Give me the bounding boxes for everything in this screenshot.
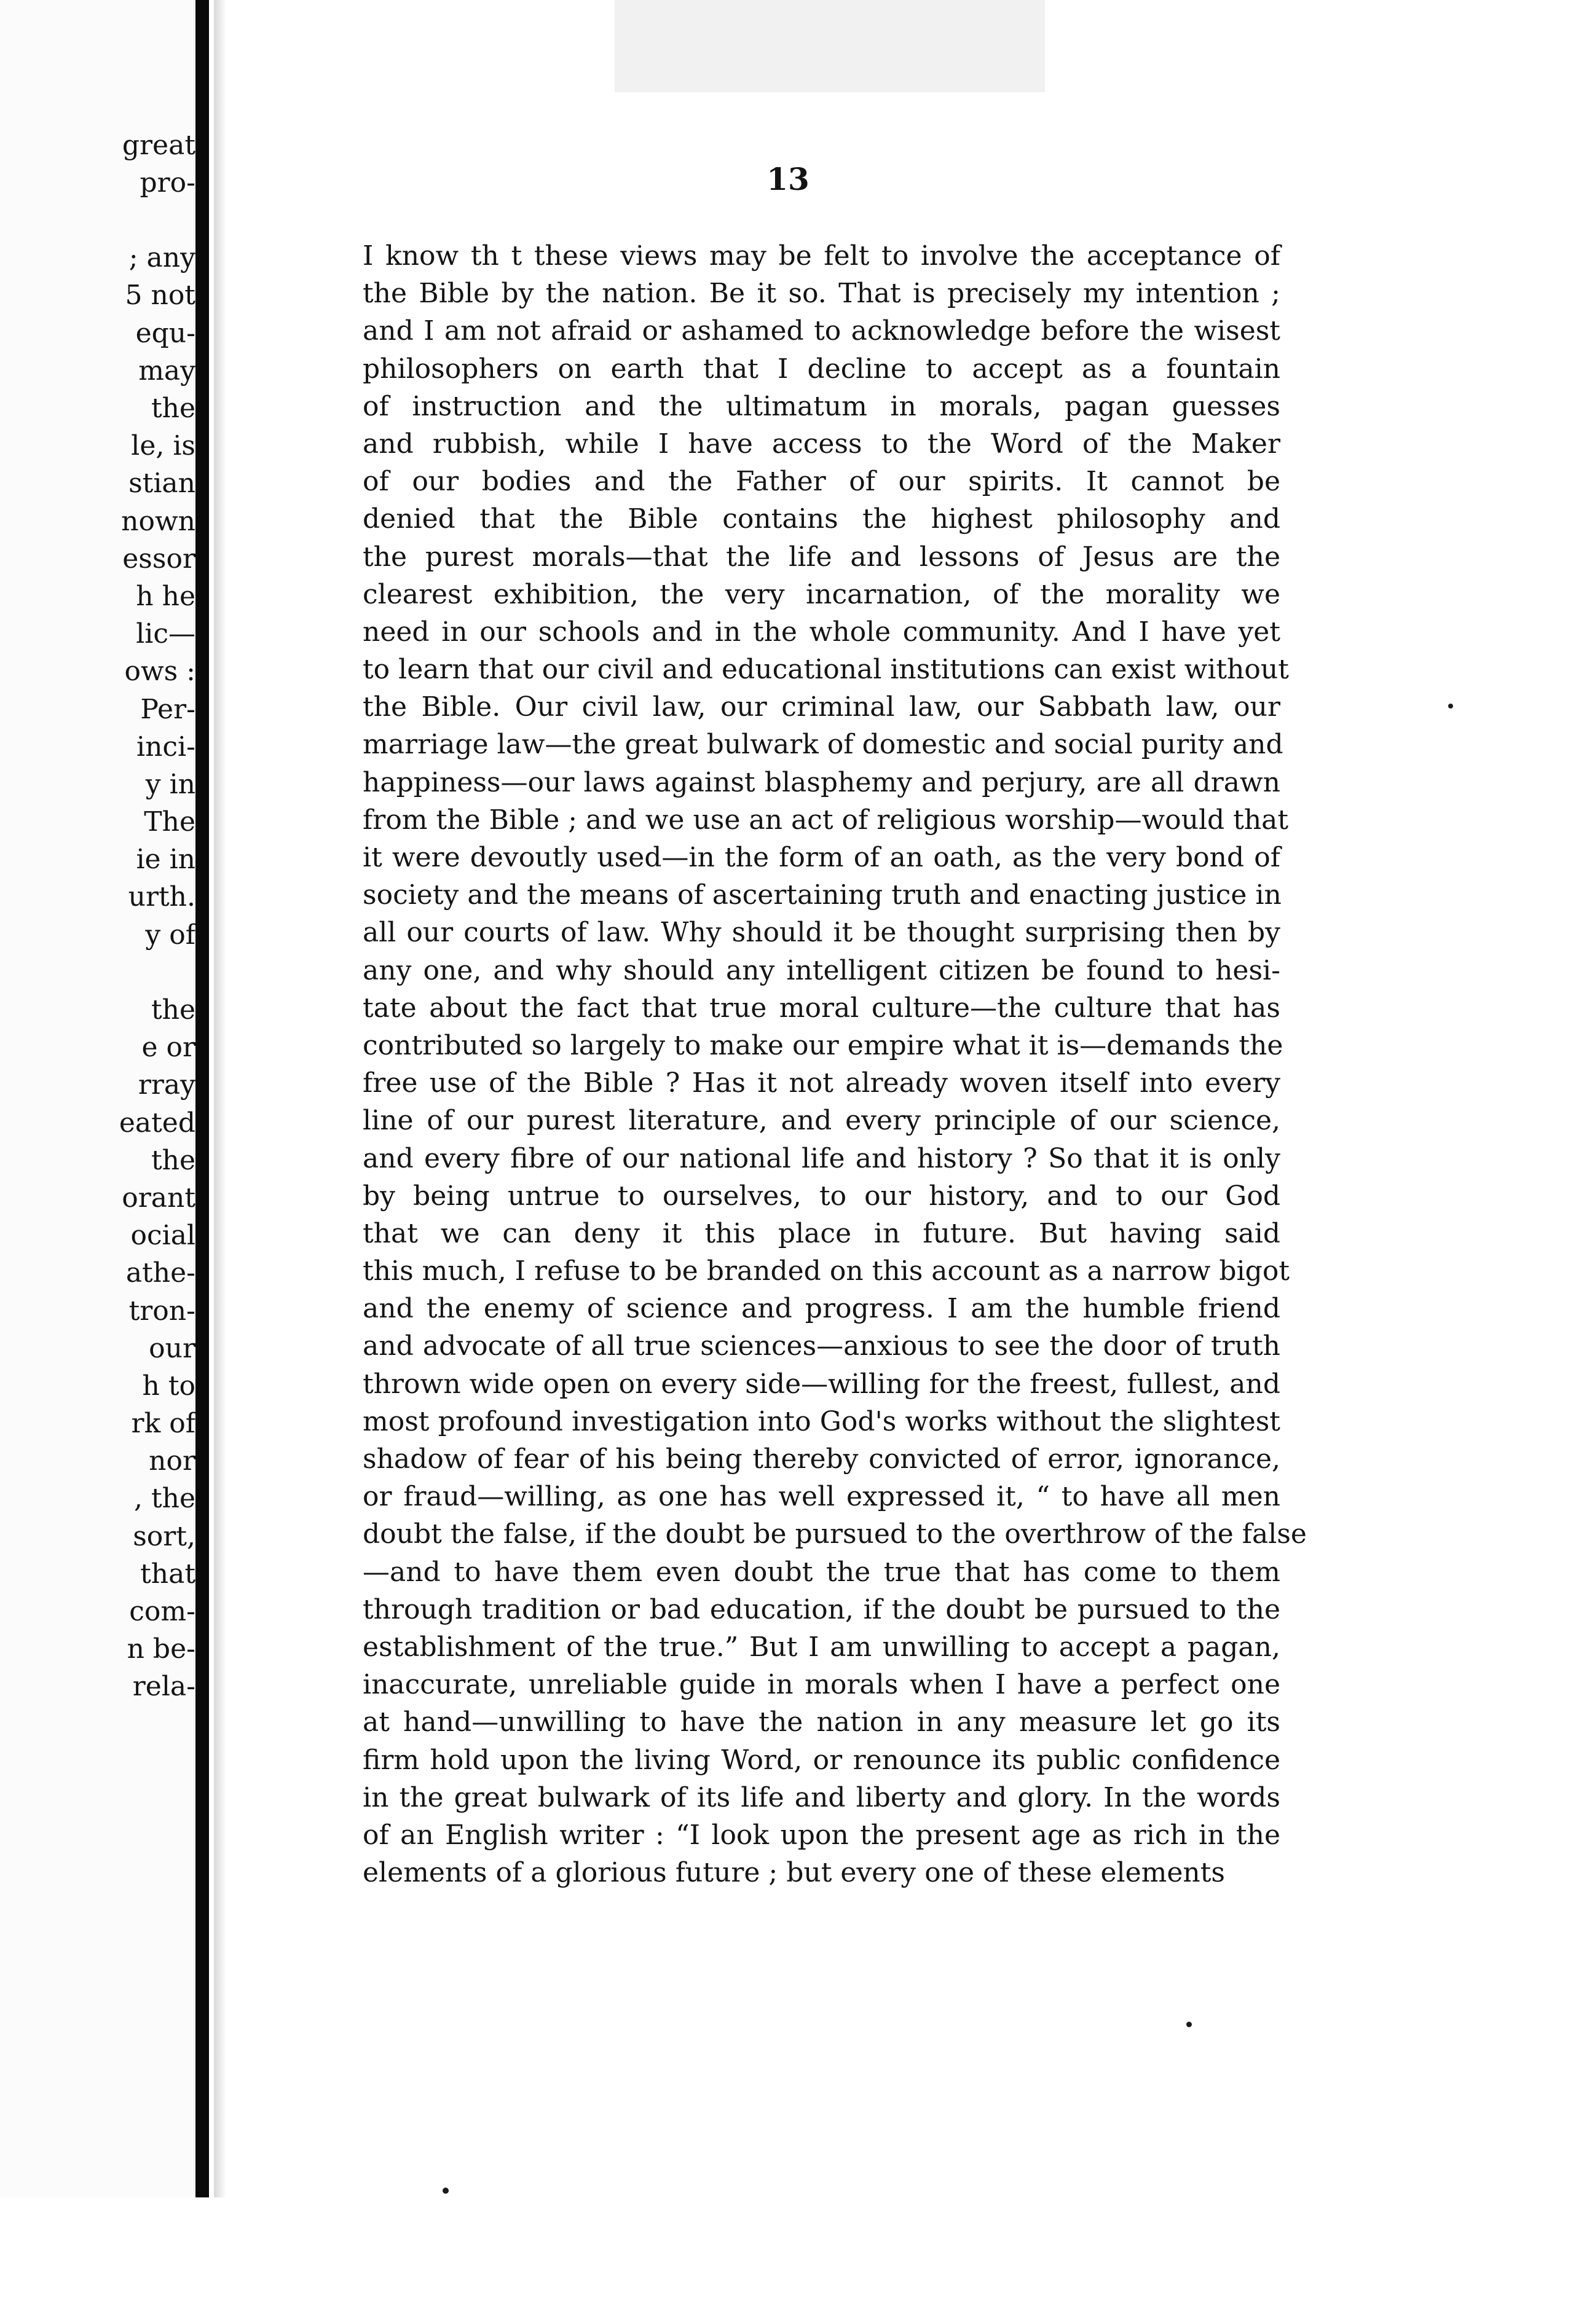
body-text-line: that we can deny it this place in future. But having said (363, 1217, 1280, 1249)
left-page-line: great (122, 129, 195, 161)
left-page-line: ocial (130, 1220, 195, 1252)
left-page-line: h to (142, 1370, 195, 1402)
body-text-line: to learn that our civil and educational institutions can exist without (363, 654, 1289, 686)
page-gutter-shadow (195, 0, 209, 2197)
body-text-line: society and the means of ascertaining truth and enacting justice in (363, 879, 1282, 911)
body-text-line: and every fibre of our national life and history ? So that it is only (363, 1142, 1280, 1174)
left-page-fragment (0, 0, 195, 2197)
left-page-line: com- (129, 1596, 195, 1628)
body-text-line: by being untrue to ourselves, to our history, and to our God (363, 1180, 1280, 1212)
body-text-line: the Bible. Our civil law, our criminal law, our Sabbath law, our (363, 691, 1280, 723)
scan-speck (443, 2188, 449, 2194)
left-page-line: ie in (136, 844, 195, 876)
body-text-line: it were devoutly used—in the form of an oath, as the very bond of (363, 842, 1280, 873)
left-page-line: le, is (131, 430, 195, 462)
body-text-line: or fraud—willing, as one has well expressed it, “ to have all men (363, 1481, 1280, 1513)
body-text-line: I know th t these views may be felt to involve the acceptance of (363, 240, 1280, 272)
body-text-line: denied that the Bible contains the highest philosophy and (363, 503, 1280, 535)
left-page-line: y of (145, 919, 195, 951)
body-text-line: at hand—unwilling to have the nation in any measure let go its (363, 1706, 1280, 1738)
body-text-line: from the Bible ; and we use an act of religious worship—would that (363, 804, 1289, 836)
body-text-line: contributed so largely to make our empire what it is—demands the (363, 1029, 1283, 1061)
left-page-line: lic— (136, 618, 195, 650)
body-text-line: tate about the fact that true moral culture—the culture that has (363, 992, 1280, 1024)
body-text-line: and advocate of all true sciences—anxious to see the door of truth (363, 1330, 1280, 1362)
body-text-line: need in our schools and in the whole community. And I have yet (363, 616, 1280, 648)
left-page-line: pro- (140, 167, 195, 198)
body-text-line: thrown wide open on every side—willing for the freest, fullest, and (363, 1368, 1280, 1400)
left-page-line: equ- (135, 317, 195, 349)
body-text-line: and the enemy of science and progress. I am the humble friend (363, 1293, 1280, 1325)
left-page-line: stian (128, 468, 195, 500)
body-text-line: shadow of fear of his being thereby convicted of error, ignorance, (363, 1443, 1280, 1475)
left-page-line: ows : (124, 656, 195, 688)
left-page-line: n be- (127, 1633, 195, 1665)
page-number: 13 (766, 161, 810, 197)
left-page-line: athe- (125, 1257, 195, 1289)
scan-smudge (615, 0, 1045, 92)
left-page-line: sort, (133, 1520, 195, 1552)
body-text-line: marriage law—the great bulwark of domestic and social purity and (363, 729, 1283, 761)
left-page-line: y in (145, 768, 195, 800)
body-text-line: elements of a glorious future ; but every one of these elements (363, 1857, 1225, 1889)
body-text-line: of instruction and the ultimatum in morals, pagan guesses (363, 390, 1280, 422)
body-text-line: this much, I refuse to be branded on this account as a narrow bigot (363, 1255, 1290, 1287)
body-text-line: of an English writer : “I look upon the present age as rich in the (363, 1819, 1280, 1851)
left-page-line: The (144, 806, 195, 838)
body-text-line: —and to have them even doubt the true that has come to them (363, 1556, 1280, 1588)
left-page-line: , the (133, 1483, 195, 1515)
left-page-line: nown (121, 505, 195, 537)
body-text-line: free use of the Bible ? Has it not already woven itself into every (363, 1067, 1280, 1099)
left-page-line: Per- (140, 693, 195, 725)
body-text-line: most profound investigation into God's works without the slightest (363, 1405, 1280, 1437)
body-text-line: inaccurate, unreliable guide in morals when I have a perfect one (363, 1669, 1280, 1701)
left-page-line: rk of (131, 1408, 195, 1440)
left-page-line: essor (122, 543, 195, 575)
left-page-line: eated (119, 1107, 195, 1139)
left-page-line: h he (136, 580, 195, 612)
page-gutter-edge (214, 0, 226, 2197)
body-text-line: any one, and why should any intelligent citizen be found to hesi- (363, 954, 1280, 986)
body-text-line: doubt the false, if the doubt be pursued to the overthrow of the false (363, 1518, 1307, 1550)
body-text-line: clearest exhibition, the very incarnation, of the morality we (363, 578, 1280, 610)
left-page-line: inci- (136, 731, 195, 763)
body-text-line: and rubbish, while I have access to the Word of the Maker (363, 428, 1280, 460)
left-page-line: may (138, 355, 195, 387)
body-text-line: in the great bulwark of its life and liberty and glory. In the words (363, 1781, 1280, 1813)
body-text-line: line of our purest literature, and every principle of our science, (363, 1105, 1280, 1137)
scan-speck (1448, 704, 1453, 709)
left-page-line: 5 not (125, 280, 195, 312)
left-page-line: our (149, 1332, 195, 1364)
left-page-line: orant (122, 1182, 195, 1214)
left-page-line (119, 202, 195, 239)
left-page-line: nor (149, 1445, 195, 1477)
body-text-line: and I am not afraid or ashamed to acknowledge before the wisest (363, 315, 1280, 347)
body-text-line: establishment of the true.” But I am unwilling to accept a pagan, (363, 1631, 1280, 1663)
left-page-text-column (119, 127, 195, 2324)
left-page-line: the (151, 1144, 195, 1176)
left-page-line: the (151, 994, 195, 1026)
body-text-line: philosophers on earth that I decline to accept as a fountain (363, 353, 1280, 385)
scan-speck (1186, 2022, 1192, 2027)
left-page-line: e or (141, 1032, 195, 1064)
body-text-line: happiness—our laws against blasphemy and perjury, are all drawn (363, 766, 1280, 798)
left-page-line: urth. (128, 881, 195, 913)
left-page-line: rela- (132, 1671, 195, 1703)
left-page-line: ; any (128, 242, 195, 274)
left-page-line: rray (138, 1069, 195, 1101)
left-page-line (119, 954, 195, 991)
body-text-line: the Bible by the nation. Be it so. That is precisely my intention ; (363, 278, 1280, 310)
body-text-line: through tradition or bad education, if the doubt be pursued to the (363, 1593, 1280, 1625)
body-text-line: firm hold upon the living Word, or renounce its public confidence (363, 1744, 1280, 1776)
left-page-line: the (151, 393, 195, 425)
page-body-text (363, 237, 1307, 1891)
body-text-line: the purest morals—that the life and lessons of Jesus are the (363, 541, 1280, 573)
left-page-line: that (140, 1558, 195, 1590)
body-text-line: of our bodies and the Father of our spirits. It cannot be (363, 466, 1280, 498)
left-page-line: tron- (128, 1295, 195, 1327)
body-text-line: all our courts of law. Why should it be thought surprising then by (363, 917, 1280, 949)
